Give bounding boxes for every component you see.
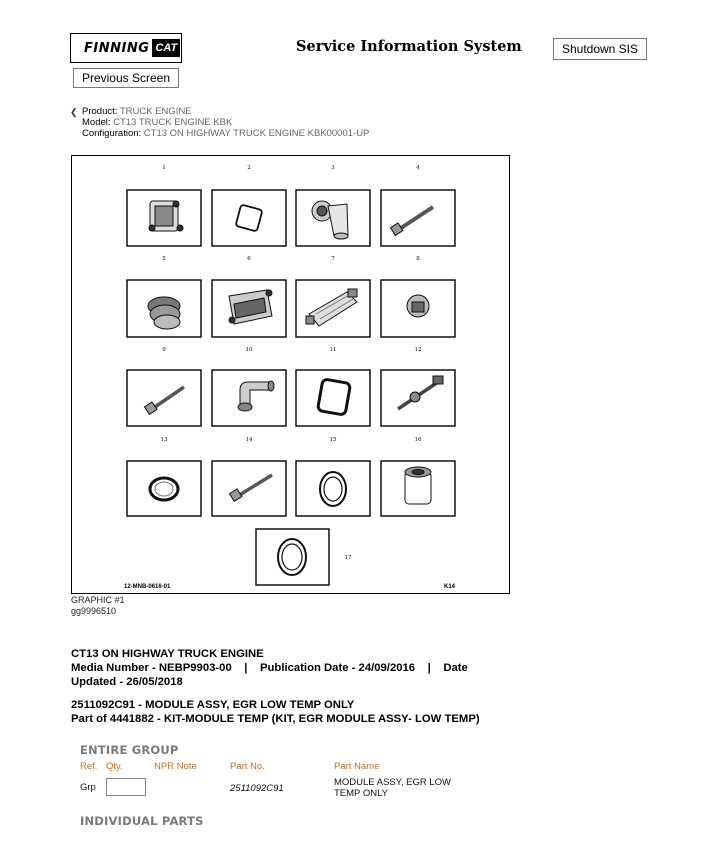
- item-number: 11: [329, 347, 337, 353]
- engine-title: CT13 ON HIGHWAY TRUCK ENGINE: [71, 648, 264, 660]
- row-ref: Grp: [80, 782, 96, 793]
- item-number: 2: [247, 165, 251, 171]
- part-title: 2511092C91 - MODULE ASSY, EGR LOW TEMP ONLY: [71, 699, 355, 711]
- item-number: 14: [245, 437, 253, 443]
- part-5-hose: [148, 297, 180, 329]
- col-npr-note: NPR Note: [154, 761, 197, 772]
- item-number: 16: [414, 437, 422, 443]
- updated-line: Updated - 26/05/2018: [71, 676, 183, 688]
- page-title: Service Information System: [296, 38, 522, 55]
- part-16-filter: [405, 467, 431, 504]
- row-part-name-line1: MODULE ASSY, EGR LOW: [334, 777, 452, 788]
- item-number: 17: [344, 555, 352, 561]
- item-number: 7: [331, 256, 335, 262]
- col-part-no: Part No.: [230, 761, 265, 772]
- item-number: 10: [245, 347, 253, 353]
- part-13-ring: [150, 478, 178, 500]
- quantity-input[interactable]: [106, 778, 146, 796]
- part-17-oring: [278, 539, 306, 575]
- graphic-footer-right: K14: [444, 584, 456, 590]
- item-number: 8: [416, 256, 420, 262]
- item-number: 15: [329, 437, 337, 443]
- part-8-plug: [407, 295, 429, 317]
- col-qty: Qty.: [106, 761, 123, 772]
- part-12-sensor: [398, 376, 443, 409]
- row-part-no: 2511092C91: [230, 783, 284, 794]
- item-number: 4: [416, 165, 420, 171]
- part-15-oring: [320, 472, 346, 506]
- model-value[interactable]: CT13 TRUCK ENGINE KBK: [113, 117, 233, 128]
- part-4-bolt: [390, 207, 433, 235]
- col-ref: Ref.: [80, 761, 98, 772]
- product-value[interactable]: TRUCK ENGINE: [119, 106, 192, 117]
- part-1-module: [149, 201, 183, 231]
- back-arrow-icon[interactable]: ❮: [70, 107, 78, 117]
- media-line: Media Number - NEBP9903-00 | Publication Date - 24/09/2016 | Date: [71, 662, 468, 674]
- item-number: 3: [331, 165, 335, 171]
- part-14-bolt: [229, 475, 272, 501]
- part-11-gasket: [317, 379, 350, 415]
- item-number: 6: [247, 256, 251, 262]
- item-number: 1: [162, 165, 166, 171]
- item-number: 9: [162, 347, 166, 353]
- finning-cat-logo: [70, 33, 182, 63]
- graphic-number: GRAPHIC #1: [71, 595, 125, 605]
- model-key: Model:: [82, 117, 111, 128]
- col-part-name: Part Name: [334, 761, 380, 772]
- part-9-bolt: [144, 387, 184, 414]
- parts-illustration-svg: [72, 156, 509, 593]
- previous-screen-button[interactable]: Previous Screen: [73, 68, 179, 88]
- part-3-elbow: [312, 201, 348, 239]
- entire-group-heading: ENTIRE GROUP: [80, 743, 179, 757]
- graphic-caption: [71, 595, 125, 617]
- logo-finning-text: FINNING: [84, 40, 150, 56]
- parts-illustration: [71, 155, 510, 594]
- part-2-gasket: [236, 205, 263, 232]
- graphic-footer-left: 12-MNB-0616-01: [124, 584, 171, 590]
- part-6-housing: [229, 290, 272, 324]
- configuration-value[interactable]: CT13 ON HIGHWAY TRUCK ENGINE KBK00001-UP: [143, 128, 370, 139]
- item-number: 12: [414, 347, 422, 353]
- shutdown-sis-button[interactable]: Shutdown SIS: [553, 38, 647, 60]
- individual-parts-heading: INDIVIDUAL PARTS: [80, 814, 204, 828]
- row-part-name: [334, 777, 451, 799]
- item-number: 13: [160, 437, 168, 443]
- graphic-id: gg9996510: [71, 606, 117, 616]
- part-7-cooler: [306, 289, 357, 326]
- configuration-key: Configuration:: [82, 128, 142, 139]
- part-10-elbow: [238, 381, 274, 411]
- row-part-name-line2: TEMP ONLY: [334, 788, 389, 799]
- breadcrumb: [70, 106, 369, 139]
- product-key: Product:: [82, 106, 118, 117]
- logo-cat-text: CAT: [152, 39, 180, 57]
- item-number: 5: [162, 256, 166, 262]
- part-of-line: Part of 4441882 - KIT-MODULE TEMP (KIT, EGR MODULE ASSY- LOW TEMP): [71, 713, 480, 725]
